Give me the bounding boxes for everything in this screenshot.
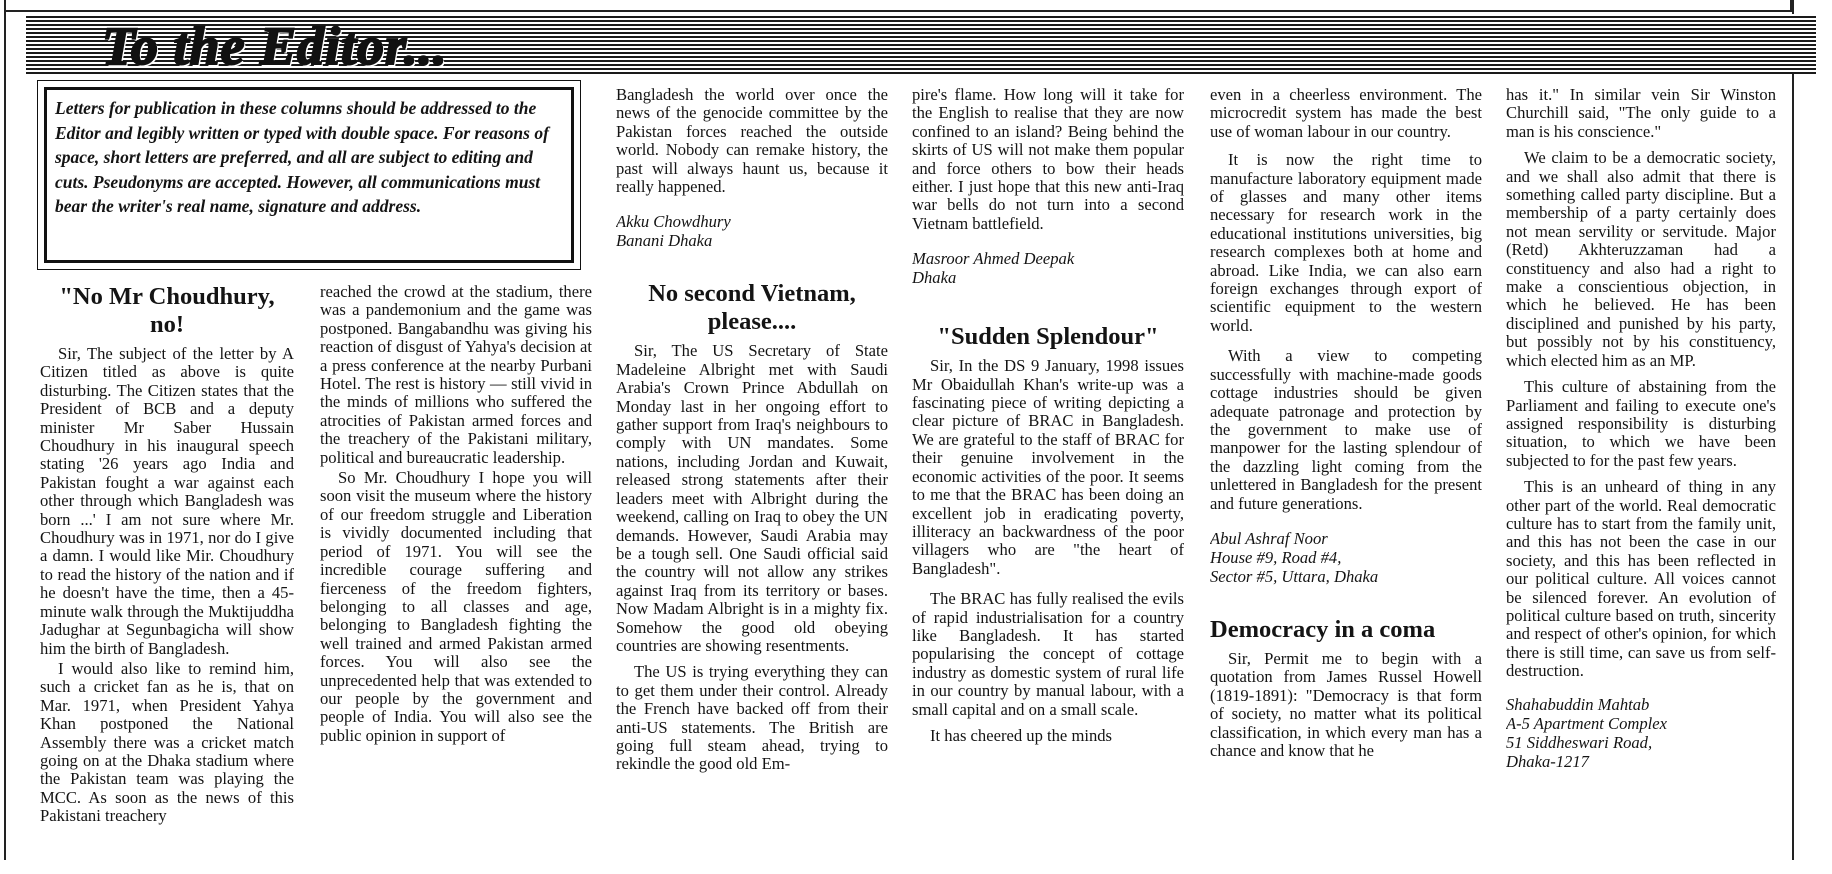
- letter1-para3: reached the crowd at the stadium, there was a pandemonium and the game was postponed. Bangabandhu was giving his reaction of disgust of Yahya's decision at a press conference at the nearby Purbani Hotel. The rest is history — still vivid in the minds of millions who suffered the atrocities of Pakistan armed forces and the treachery of the Pakistani military, political and bureaucratic leadership.: [320, 283, 592, 467]
- letter3-para2: The BRAC has fully realised the evils of rapid industrialisation for a country like Bangladesh. It has started popularising the concept of cottage industry as domestic system of rural life in our country by manual labour, with a small capital and on a small scale.: [912, 589, 1184, 719]
- column-5: [1210, 86, 1482, 843]
- letter3-para4: even in a cheerless environment. The microcredit system has made the best use of woman labour in our country.: [1210, 86, 1482, 141]
- letter1-signer-place: Banani Dhaka: [616, 231, 713, 251]
- column-1: [40, 283, 294, 843]
- letter2-para3: pire's flame. How long will it take for the English to realise that they are now confined to an island? Being behind the skirts of US will not make them popular and force others to bow their heads either. I just hope that this new anti-Iraq war bells do not turn into a second Vietnam battlefield.: [912, 86, 1184, 233]
- letter1-signature: [616, 212, 888, 250]
- headline-no-second-vietnam: No second Vietnam, please....: [648, 280, 856, 336]
- letter4-signer-addr2: 51 Siddheswari Road,: [1506, 732, 1653, 752]
- letter3-signer-name: Abul Ashraf Noor: [1210, 528, 1328, 548]
- editor-notice-box: Letters for publication in these columns should be addressed to the Editor and legibly written or typed with double space. For reasons of space, short letters are preferred, and all are subject to editing and cuts. Pseudonyms are accepted. However, all communications must bear the writer's real name, signature and address.: [44, 87, 574, 263]
- column-2: [320, 283, 592, 843]
- letter1-para5: Bangladesh the world over once the news of the genocide committee by the Pakistan forces reached the outside world. Nobody can remake history, the past will always haunt us, because it really happened.: [616, 86, 888, 197]
- masthead-title: To the Editor...: [102, 16, 448, 76]
- letter4-para1: Sir, Permit me to begin with a quotation from James Russel Howell (1819-1891): "Democracy is that form of society, no matter what its political classification, in which every man has a chance and know that he: [1210, 648, 1482, 760]
- letter3-para5: It is now the right time to manufacture laboratory equipment made of glasses and many other items necessary for research work in the educational institutions universities, big research complexes both at home and abroad. Like India, we can also earn foreign exchanges through export of scientific equipment to the western world.: [1210, 150, 1482, 335]
- letter3-para1: Sir, In the DS 9 January, 1998 issues Mr Obaidullah Khan's write-up was a fascinating piece of writing depicting a clear picture of BRAC in Bangladesh. We are grateful to the staff of BRAC for their genuine involvement in the economic activities of the poor. It seems to me that the BRAC has been doing an excellent job in eradicating poverty, illiteracy an backwardness of the poor villagers who are "the heart of Bangladesh".: [912, 356, 1184, 578]
- column-3: [616, 86, 888, 843]
- letter2-signer-name: Masroor Ahmed Deepak: [912, 249, 1075, 269]
- letter2-para2: The US is trying everything they can to get them under their control. Already the French have backed off from their anti-US statements. The British are going full steam ahead, trying to rekindle the good old Em-: [616, 662, 888, 774]
- letter4-signature: [1506, 695, 1776, 771]
- letter3-signer-addr1: House #9, Road #4,: [1210, 547, 1342, 567]
- letter2-signature: [912, 249, 1184, 287]
- letter4-signer-addr1: A-5 Apartment Complex: [1506, 713, 1667, 733]
- column-6: [1506, 86, 1776, 843]
- column-4: [912, 86, 1184, 843]
- letter1-para1: Sir, The subject of the letter by A Citizen titled as above is quite disturbing. The Citizen states that the President of BCB and a deputy minister Mr Saber Hussain Choudhury in his inaugural speech stating '26 years ago India and Pakistan fought a war against each other through which Bangladesh was born ...' I am not sure where Mr. Choudhury was in 1971, nor do I give a damn. I would like Mir. Choudhury to read the history of the nation and if he doesn't have the time, then a 45-minute walk through the Muktijuddha Jadughar at Segunbagicha will show him the birth of Bangladesh.: [40, 344, 294, 658]
- letter2-signer-place: Dhaka: [912, 268, 957, 288]
- letter3-para3: It has cheered up the minds: [930, 725, 1113, 745]
- letter1-para2: I would also like to remind him, such a cricket fan as he is, that on Mar. 1971, when President Yahya Khan postponed the National Assembly there was a cricket match going on at the Dhaka stadium where the Pakistan team was playing the MCC. As soon as the news of this Pakistani treachery: [40, 658, 294, 826]
- letter4-signer-addr3: Dhaka-1217: [1506, 751, 1589, 771]
- letter1-signer-name: Akku Chowdhury: [616, 212, 731, 232]
- letter4-para3: We claim to be a democratic society, and we shall also admit that there is something called party discipline. But a membership of a party certainly does not mean servility or servitude. Major (Retd) Akhteruzzaman had a constituency and also had a right to make a conscientious objection, in which he believed. He has been disciplined and punished by his party, but possibly not by his constituency, which elected him as an MP.: [1506, 148, 1776, 370]
- letter1-para4: So Mr. Choudhury I hope you will soon visit the museum where the history of our freedom struggle and Liberation is vividly documented including that period of 1971. You will see the incredible courage suffering and fierceness of the freedom fighters, belonging to all classes and age, belonging to Bangladesh fighting the well trained and armed Pakistan armed forces. You will also see the unprecedented help that was extended to our people by the government and people of India. You will also see the public opinion in support of: [320, 468, 592, 745]
- letter4-para2: has it." In similar vein Sir Winston Churchill said, "The only guide to a man is his conscience.": [1506, 86, 1776, 141]
- letter3-signature: [1210, 529, 1482, 586]
- letter3-para6: With a view to competing successfully with machine-made goods cottage industries should be given adequate patronage and protection by the government to make use of manpower for the lasting splendour of the dazzling light coming from the unlettered in Bangladesh for the present and future generations.: [1210, 346, 1482, 513]
- letter4-signer-name: Shahabuddin Mahtab: [1506, 694, 1650, 714]
- headline-democracy-in-a-coma: Democracy in a coma: [1210, 615, 1436, 643]
- headline-no-mr-choudhury: "No Mr Choudhury, no!: [59, 283, 275, 338]
- letter2-para1: Sir, The US Secretary of State Madeleine Albright met with Saudi Arabia's Crown Prince Abdullah on Monday last in her ongoing effort to gather support from Iraq's neighbours to comply with UN mandates. Some nations, including Jordan and Kuwait, released strong statements after their leaders meet with Albright during the weekend, calling on Iraq to obey the UN demands. However, Saudi Arabia may be a tough sell. One Saudi official said the country will not allow any strikes against Iraq from its territory or bases. Now Madam Albright is in a mighty fix. Somehow the good old obeying countries are showing resentments.: [616, 341, 888, 655]
- headline-sudden-splendour: "Sudden Splendour": [937, 323, 1159, 351]
- letter3-signer-addr2: Sector #5, Uttara, Dhaka: [1210, 566, 1379, 586]
- letter4-para4: This culture of abstaining from the Parliament and failing to execute one's assigned responsibility is disturbing situation, to which we have been subjected to for the past few years.: [1506, 377, 1776, 470]
- letter4-para5: This is an unheard of thing in any other part of the world. Real democratic culture has to start from the family unit, and this has not been the case in our society, and this has been reflected in our political culture. All voices cannot be silenced forever. An evolution of political culture based on truth, sincerity and respect of other's opinion, for which there is still time, can save us from self-destruction.: [1506, 477, 1776, 681]
